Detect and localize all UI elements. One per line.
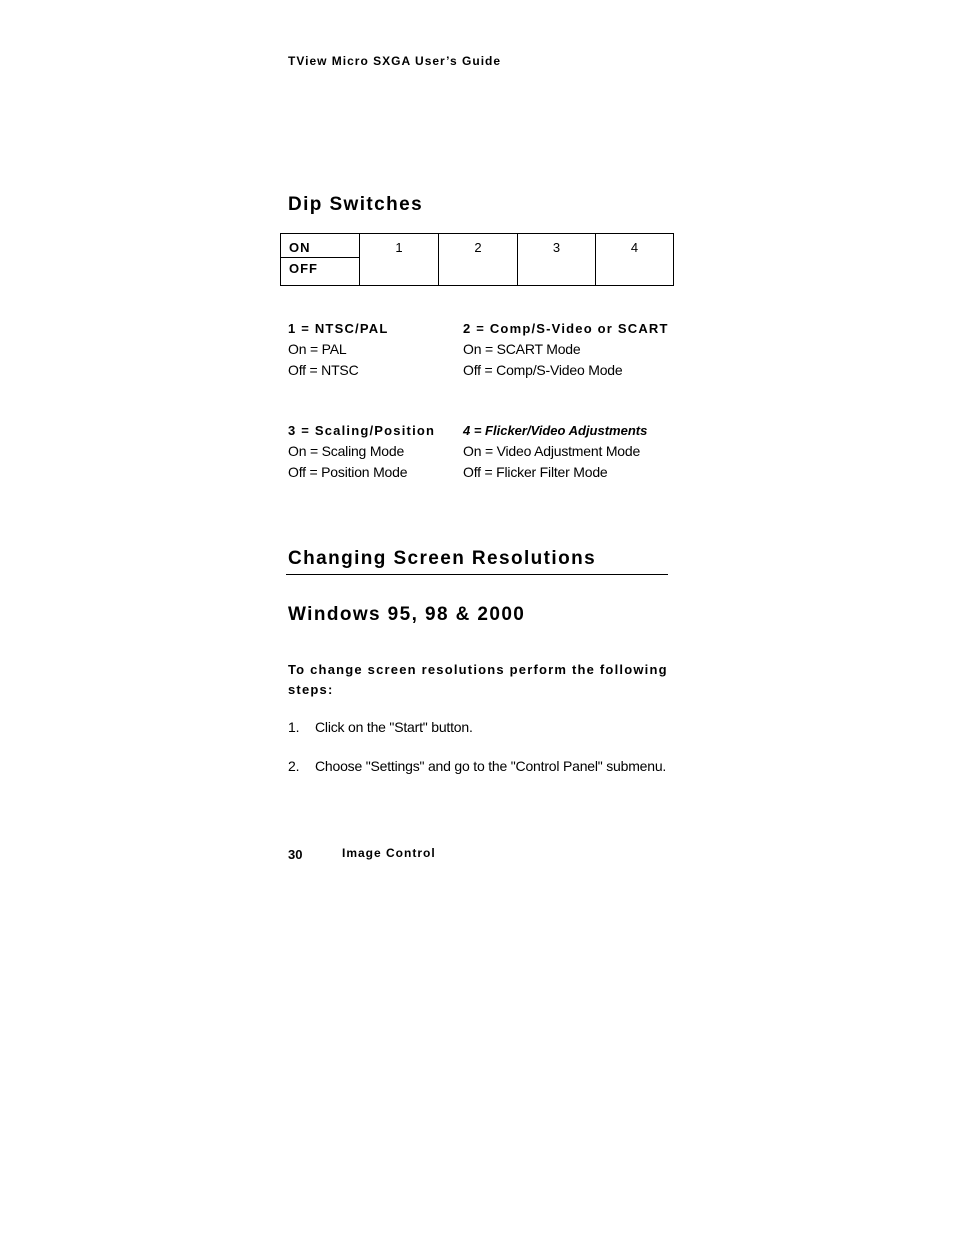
option-3-title: 3 = Scaling/Position [288,423,436,438]
option-4-title: 4 = Flicker/Video Adjustments [463,423,648,438]
option-3-off: Off = Position Mode [288,464,408,480]
lead-paragraph: To change screen resolutions perform the following steps: [288,662,668,697]
option-2-title: 2 = Comp/S-Video or SCART [463,321,669,336]
step-2-number: 2. [288,758,300,774]
option-2-off: Off = Comp/S-Video Mode [463,362,623,378]
dip-switch-table [280,233,674,286]
footer-section: Image Control [342,846,436,860]
option-4-on: On = Video Adjustment Mode [463,443,641,459]
dip-switch-3: 3 [518,234,596,285]
option-1-title: 1 = NTSC/PAL [288,321,389,336]
dip-switch-2: 2 [439,234,518,285]
option-4-off: Off = Flicker Filter Mode [463,464,608,480]
dip-switches-heading: Dip Switches [288,194,424,215]
page-number: 30 [288,847,303,862]
step-1-number: 1. [288,719,300,735]
windows-heading: Windows 95, 98 & 2000 [288,604,526,625]
option-3-on: On = Scaling Mode [288,443,405,459]
heading-rule [286,574,668,575]
step-1-text: Click on the "Start" button. [315,719,473,735]
option-1-off: Off = NTSC [288,362,359,378]
option-1-on: On = PAL [288,341,347,357]
changing-resolutions-heading: Changing Screen Resolutions [288,548,597,569]
option-2-on: On = SCART Mode [463,341,581,357]
step-2-text: Choose "Settings" and go to the "Control Panel" submenu. [315,758,667,774]
dip-off-label: OFF [281,258,360,285]
dip-on-label: ON [281,234,360,258]
dip-switch-1: 1 [360,234,439,285]
dip-switch-4: 4 [630,240,639,255]
running-head: TView Micro SXGA User’s Guide [288,54,502,68]
